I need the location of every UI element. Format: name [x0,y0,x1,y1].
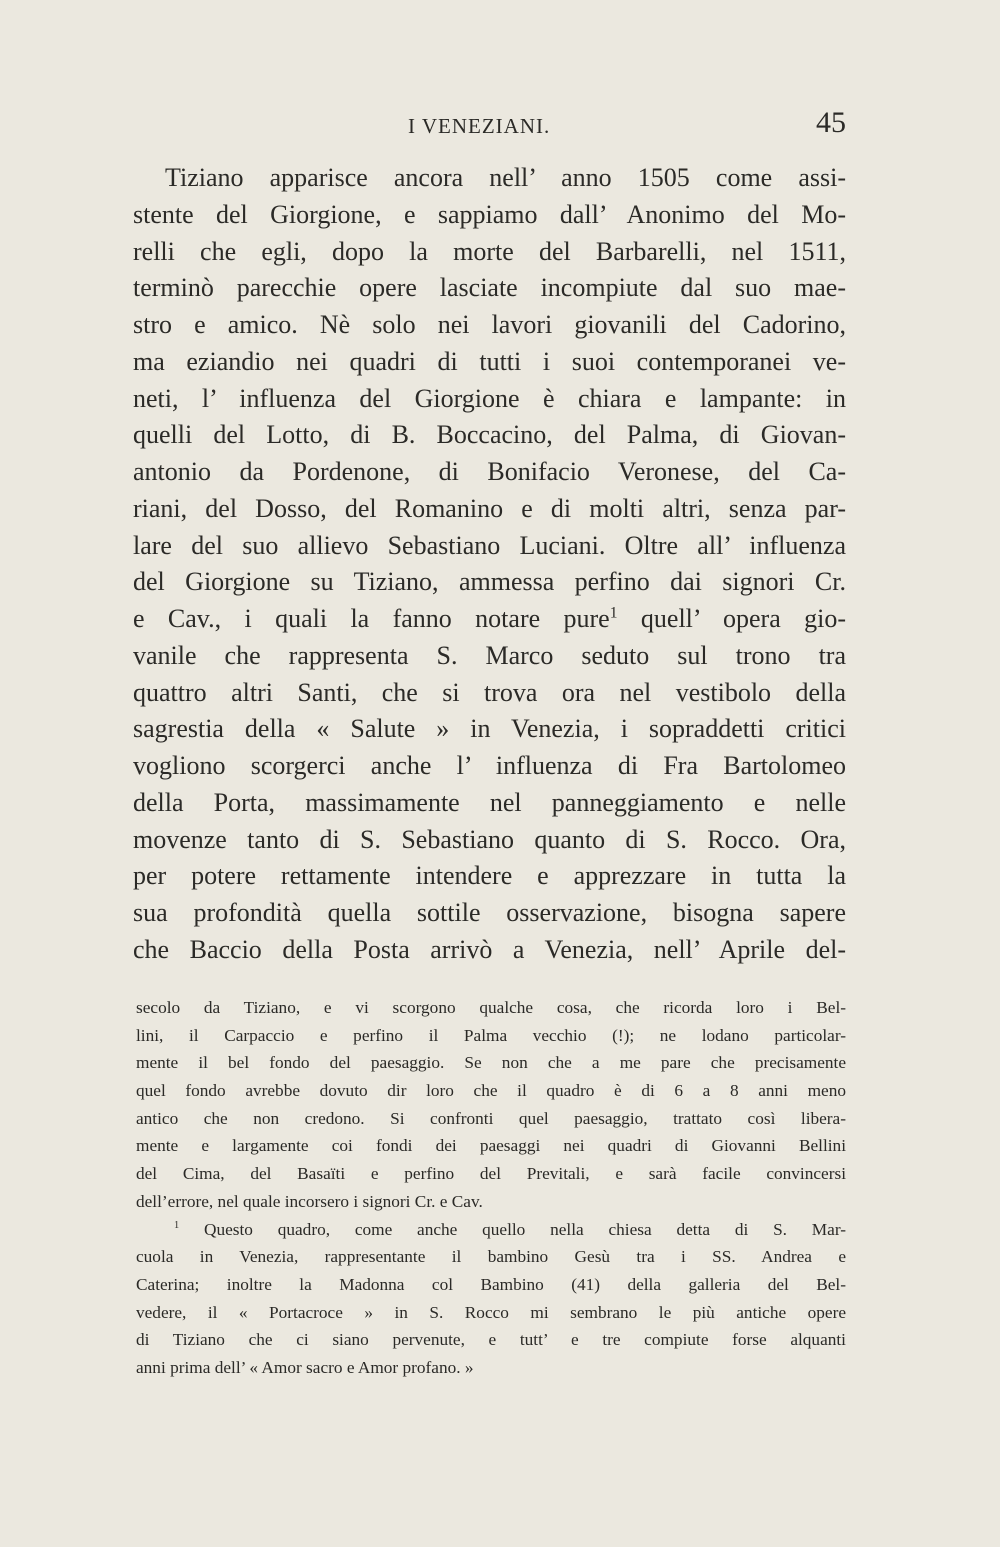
body-line: stro e amico. Nè solo nei lavori giovanili del Cadorino, [133,310,846,339]
body-line: vanile che rappresenta S. Marco seduto sul trono tra [133,640,846,670]
body-line: stente del Giorgione, e sappiamo dall’ Anonimo del Mo- [133,199,846,229]
body-line-with-note-ref [133,601,846,638]
running-head [133,106,846,146]
body-line: vogliono scorgerci anche l’ influenza di Fra Bartolomeo [133,751,846,780]
body-line: terminò parecchie opere lasciate incompiute dal suo mae- [133,273,846,303]
body-line: del Giorgione su Tiziano, ammessa perfino dai signori Cr. [133,567,846,597]
footnote-line: lini, il Carpaccio e perfino il Palma vecchio (!); ne lodano particolar- [136,1025,846,1045]
footnote-line: secolo da Tiziano, e vi scorgono qualche cosa, che ricorda loro i Bel- [136,998,846,1017]
footnote-ref: 1 [609,604,618,622]
body-line: che Baccio della Posta arrivò a Venezia, nell’ Aprile del- [133,934,846,964]
footnote-line: di Tiziano che ci siano pervenute, e tutt’ e tre compiute forse alquanti [136,1330,846,1350]
footnote-line: antico che non credono. Si confronti quel paesaggio, trattato così libera- [136,1108,846,1128]
footnote-line: quel fondo avrebbe dovuto dir loro che il quadro è di 6 a 8 anni meno [136,1081,846,1101]
body-line: relli che egli, dopo la morte del Barbarelli, nel 1511, [133,236,846,266]
footnote-line: cuola in Venezia, rappresentante il bambino Gesù tra i SS. Andrea e [136,1247,846,1267]
body-text [133,160,846,969]
body-line: per potere rettamente intendere e apprezzare in tutta la [133,861,846,891]
footnote-text: Questo quadro, come anche quello nella chiesa detta di S. Mar- [203,1219,846,1239]
footnote-line: del Cima, del Basaïti e perfino del Previtali, e sarà facile convincersi [136,1164,846,1184]
body-line: riani, del Dosso, del Romanino e di molti altri, senza par- [133,493,846,523]
body-line: sua profondità quella sottile osservazione, bisogna sapere [133,898,846,927]
body-line-end: quell’ opera gio- [640,604,846,633]
footnotes [136,994,846,1382]
body-line: quelli del Lotto, di B. Boccacino, del Palma, di Giovan- [133,420,846,450]
body-line: ma eziandio nei quadri di tutti i suoi contemporanei ve- [133,346,846,376]
footnote-line: mente il bel fondo del paesaggio. Se non che a me pare che precisamente [136,1053,846,1073]
footnote-marker: 1 [174,1219,180,1231]
footnote-line: Caterina; inoltre la Madonna col Bambino (41) della galleria del Bel- [136,1274,846,1294]
body-line: sagrestia della « Salute » in Venezia, i sopraddetti critici [133,714,846,744]
body-line: movenze tanto di S. Sebastiano quanto di S. Rocco. Ora, [133,824,846,854]
body-line: della Porta, massimamente nel panneggiamento e nelle [133,787,846,817]
footnote-line: dell’errore, nel quale incorsero i signori Cr. e Cav. [136,1191,483,1211]
running-title: I VENEZIANI. [408,114,551,138]
body-line-start: e Cav., i quali la fanno notare pure [133,604,610,633]
body-line: Tiziano apparisce ancora nell’ anno 1505 come assi- [165,163,846,192]
footnote-line: anni prima dell’ « Amor sacro e Amor profano. » [136,1357,474,1377]
body-line: neti, l’ influenza del Giorgione è chiara e lampante: in [133,383,846,413]
body-line: antonio da Pordenone, di Bonifacio Veronese, del Ca- [133,457,846,486]
footnote-line: mente e largamente coi fondi dei paesaggi nei quadri di Giovanni Bellini [136,1136,846,1156]
body-line: quattro altri Santi, che si trova ora nel vestibolo della [133,677,846,707]
footnote-first-line [136,1216,846,1244]
body-line: lare del suo allievo Sebastiano Luciani. Oltre all’ influenza [133,530,846,560]
footnote-line: vedere, il « Portacroce » in S. Rocco mi sembrano le più antiche opere [136,1302,846,1322]
page-number: 45 [816,106,846,139]
